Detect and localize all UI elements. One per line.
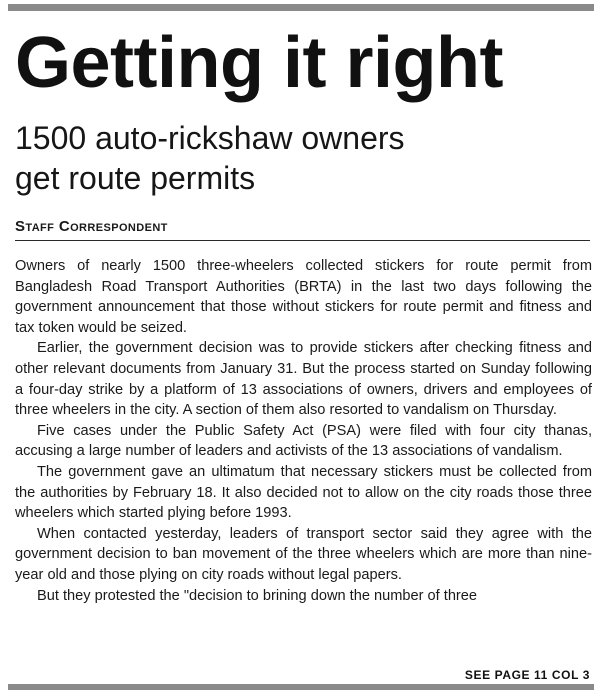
subheadline: [15, 118, 595, 198]
paragraph-2: Earlier, the government decision was to provide stickers after checking fitness and other relevant documents from January 31. But the process started on Sunday following a four-day strike by a platform of 13 associations of owners, drivers and employees of three wheelers in the city. A section of them also resorted to vandalism on Thursday.: [15, 340, 592, 419]
byline: Staff Correspondent: [15, 218, 168, 235]
paragraph-5: When contacted yesterday, leaders of transport sector said they agree with the government decision to ban movement of the three wheelers which are more than nine-year old and those plying on city roads without legal papers.: [15, 525, 592, 583]
byline-rule: [15, 240, 590, 241]
paragraph-4: The government gave an ultimatum that necessary stickers must be collected from the authorities by February 18. It also decided not to allow on the city roads those three wheelers which started plying before 1993.: [15, 463, 592, 522]
top-rule: [8, 4, 594, 11]
continuation-link[interactable]: SEE PAGE 11 COL 3: [464, 668, 590, 682]
paragraph-3: Five cases under the Public Safety Act (PSA) were filed with four city thanas, accusing a large number of leaders and activists of the 13 associations of vandalism.: [15, 422, 592, 460]
subheadline-line-2: get route permits: [15, 160, 256, 196]
paragraph-1: Owners of nearly 1500 three-wheelers collected stickers for route permit from Bangladesh Road Transport Authorities (BRTA) in the last two days following the government announcement that those without stickers for route permit and fitness and tax token would be seized.: [15, 258, 592, 336]
paragraph-6: But they protested the "decision to brining down the number of three: [37, 587, 478, 604]
article-body: [15, 256, 592, 668]
bottom-rule: [8, 684, 594, 690]
headline: Getting it right: [15, 23, 503, 103]
subheadline-line-1: 1500 auto-rickshaw owners: [15, 120, 405, 156]
